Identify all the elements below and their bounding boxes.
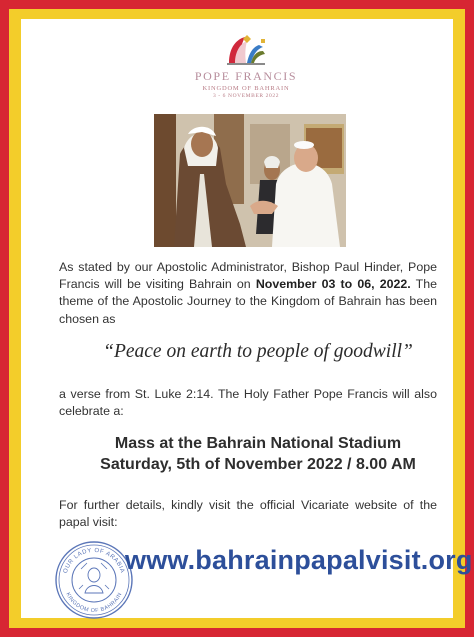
theme-quote: “Peace on earth to people of goodwill” (103, 341, 413, 362)
logo-subtitle: KINGDOM OF BAHRAIN (202, 85, 290, 92)
mass-datetime: Saturday, 5th of November 2022 / 8.00 AM (100, 456, 416, 473)
seal-stamp-icon (53, 539, 135, 621)
website-link[interactable]: www.bahrainpapalvisit.org (125, 545, 473, 575)
papal-visit-logo (171, 33, 321, 119)
logo-dates: 3 - 6 NOVEMBER 2022 (212, 93, 280, 99)
vicariate-seal (53, 539, 135, 621)
seal-top-text: OUR LADY OF ARABIA (62, 547, 126, 575)
logo-title: POPE FRANCIS (194, 69, 298, 83)
flyer-page (21, 19, 473, 618)
mass-title: Mass at the Bahrain National Stadium (114, 435, 402, 452)
svg-text:KINGDOM OF BAHRAIN (64, 592, 123, 614)
seal-bottom-text: KINGDOM OF BAHRAIN (64, 591, 124, 615)
photo-icon (154, 114, 346, 247)
photo-pope-with-king (154, 114, 346, 247)
papal-visit-emblem-icon (223, 33, 269, 67)
visit-dates: November 03 to 06, 2022. (255, 277, 411, 292)
intro-text-part1: As stated by our Apostolic Administrator, Bishop Paul Hinder, Pope Francis will be visiting Bahrain on (59, 260, 437, 292)
intro-text-part2: The theme of the Apostolic Journey to the Kingdom of Bahrain has been chosen as (59, 277, 438, 326)
intro-paragraph (59, 259, 437, 328)
details-paragraph: For further details, kindly visit the official Vicariate website of the papal visit: (59, 498, 437, 530)
verse-paragraph: a verse from St. Luke 2:14. The Holy Father Pope Francis will also celebrate a: (59, 387, 437, 419)
svg-text:OUR LADY OF ARABIA (63, 548, 125, 574)
